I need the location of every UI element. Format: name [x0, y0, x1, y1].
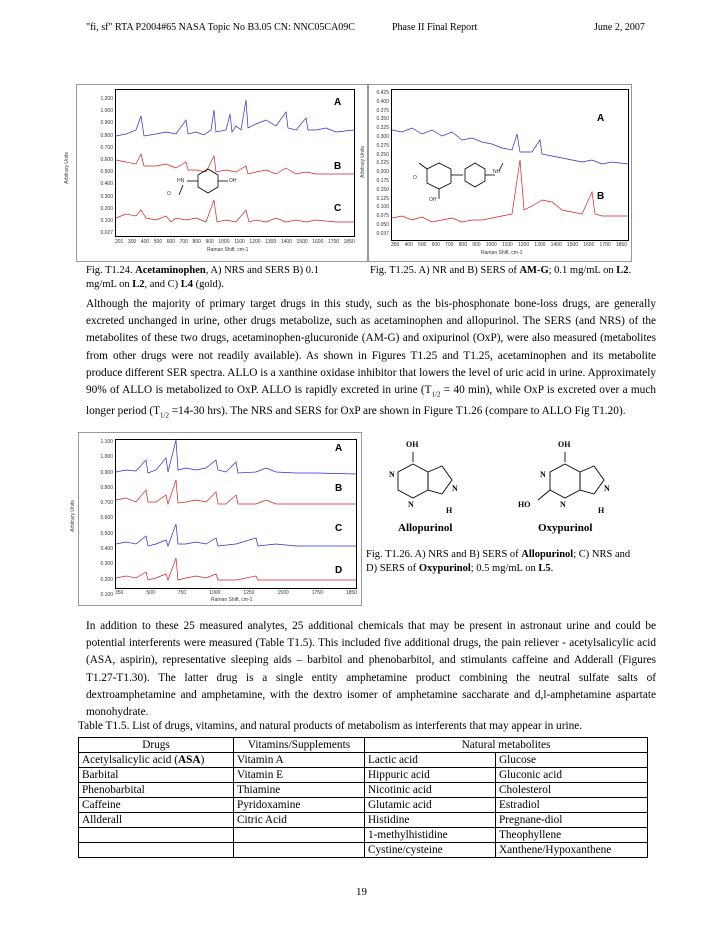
- caption-t1-25: Fig. T1.25. A) NR and B) SERS of AM-G; 0.1 mg/mL on L2.: [370, 265, 632, 276]
- table-cell: [234, 828, 365, 843]
- table-cell: 1-methylhistidine: [365, 828, 496, 843]
- allopurinol-structure: [380, 446, 490, 518]
- table-cell: [234, 843, 365, 858]
- spectrum-c-126: [116, 524, 356, 546]
- oxp-h: H: [598, 506, 605, 515]
- th-vitamins: Vitamins/Supplements: [234, 738, 365, 753]
- table-row: [79, 753, 648, 768]
- table-row: [79, 783, 648, 798]
- mol-oh-125: OH: [429, 197, 437, 203]
- caption-t1-24: Fig. T1.24. Acetaminophen, A) NRS and SERS B) 0.1 mg/mL on L2, and C) L4 (gold).: [86, 265, 319, 290]
- table-cell: Xanthene/Hypoxanthene: [496, 843, 648, 858]
- allopurinol-name: Allopurinol: [398, 522, 453, 534]
- oxypurinol-name: Oxypurinol: [538, 522, 593, 534]
- label-c-126: C: [335, 523, 343, 534]
- ylabel-124: Arbitrary Units: [63, 152, 70, 184]
- table-cell: Phenobarbital: [79, 783, 234, 798]
- oxp-ho: HO: [518, 500, 531, 509]
- table-row: [79, 828, 648, 843]
- label-a-124: A: [334, 97, 342, 108]
- mol-o-124: O: [167, 191, 171, 197]
- yticks-126: 1.100 1.000 0.900 0.800 0.700 0.600 0.500 0.400 0.300 0.200 0.100: [100, 439, 113, 598]
- oxp-n1: N: [540, 470, 546, 479]
- label-a-125: A: [597, 113, 605, 124]
- table-row: [79, 798, 648, 813]
- table-cell: Citric Acid: [234, 813, 365, 828]
- interferents-table: [78, 737, 648, 858]
- table-cell: Vitamin E: [234, 768, 365, 783]
- th-drugs: Drugs: [79, 738, 234, 753]
- table-cell: Histidine: [365, 813, 496, 828]
- table-cell: Cholesterol: [496, 783, 648, 798]
- xlabel-125: Raman Shift, cm-1: [481, 250, 523, 256]
- am-g-structure: [407, 155, 507, 205]
- table-cell: Glucose: [496, 753, 648, 768]
- oxp-oh: OH: [558, 440, 571, 449]
- plot-area-124: [115, 89, 355, 237]
- paragraph-2: In addition to these 25 measured analytes, 25 additional chemicals that may be present in astronaut urine and could be potential interferents were measured (Table T1.5). This included five additional drugs, the pain reliever - acetylsalicylic acid (ASA, aspirin), representative sleeping aids – barbitol and phenobarbitol, and stimulants caffeine and Adderall (Figures T1.27-T1.30). The latter drug is a single entity amphetamine product combining the neutral sulfate salts of dextroamphetamine and amphetamine, with the dextro isomer of amphetamine saccharate and d,l-amphetamine aspartate monohydrate.: [86, 620, 656, 719]
- label-b-125: B: [597, 191, 605, 202]
- oxp-n3: N: [604, 484, 610, 493]
- table-caption: Table T1.5. List of drugs, vitamins, and natural products of metabolism as interferents that may appear in urine.: [78, 720, 583, 732]
- oxypurinol-structure: [520, 446, 630, 518]
- mol-nh-125: NH: [493, 169, 501, 175]
- allo-h: H: [446, 506, 453, 515]
- xticks-125: 350 400 500 600 700 800 900 1000 1100 1200 1300 1400 1500 1600 1700 1850: [391, 242, 627, 248]
- spectrum-d-126: [116, 558, 356, 580]
- label-d-126: D: [335, 565, 343, 576]
- allo-n1: N: [389, 470, 395, 479]
- acetaminophen-structure: [173, 169, 243, 209]
- xticks-126: 350 500 750 1000 1250 1500 1750 1850: [115, 590, 357, 596]
- figure-t1-25: [359, 84, 632, 262]
- header-left: "fi, sf" RTA P2004#65 NASA Topic No B3.05 CN: NNC05CA09C: [86, 22, 355, 33]
- xticks-124: 201 300 400 500 600 700 800 900 1000 1100 1200 1300 1400 1500 1600 1700 1850: [115, 239, 355, 245]
- ylabel-126: Arbitrary Units: [69, 500, 76, 532]
- table-cell: Glutamic acid: [365, 798, 496, 813]
- table-cell: [79, 843, 234, 858]
- table-cell: Caffeine: [79, 798, 234, 813]
- yticks-124: 1.200 1.000 0.900 0.800 0.700 0.600 0.500 0.400 0.300 0.200 0.100 0.027: [100, 96, 113, 237]
- spectrum-a-124: [116, 100, 354, 136]
- label-b-124: B: [334, 161, 342, 172]
- paragraph-1: Although the majority of primary target drugs in this study, such as the bis-phosphonate bone-loss drugs, are generally excreted unchanged in urine, other drugs metabolize, such as acetaminophen and allopurinol. The SERS (and NRS) of the metabolites of these two drugs, acetaminophen-glucuronide (AM-G) and oxipurinol (OxP), were also measured (metabolites from other drugs were not readily available). As shown in Figures T1.25 and T1.25, acetaminophen and its metabolite produce different SER spectra. ALLO is a xanthine oxidase inhibitor that lowers the level of uric acid in urine. Approximately 90% of ALLO is metabolized to OxP. ALLO is rapidly excreted in urine ($T_{1/2} = 40$ min), while OxP is excreted over a much longer period ($T_{1/2} =14-30$ hrs). The NRS and SERS for OxP are shown in Figure T1.26 (compare to ALLO Fig T1.20).: [86, 298, 656, 420]
- figure-t1-26-plot: [69, 432, 362, 606]
- table-row: [79, 813, 648, 828]
- oxp-n2: N: [560, 500, 566, 509]
- table-cell: Estradiol: [496, 798, 648, 813]
- plot-area-126: [115, 439, 357, 589]
- xlabel-126: Raman Shift, cm-1: [211, 597, 253, 603]
- table-cell: Vitamin A: [234, 753, 365, 768]
- table-cell: Nicotinic acid: [365, 783, 496, 798]
- header-right: June 2, 2007: [594, 22, 645, 33]
- table-cell: Hippuric acid: [365, 768, 496, 783]
- spectra-126: [116, 440, 356, 588]
- label-a-126: A: [335, 443, 343, 454]
- table-cell: Barbital: [79, 768, 234, 783]
- table-row: [79, 768, 648, 783]
- ylabel-125: Arbitrary Units: [359, 146, 366, 178]
- table-cell: Cystine/cysteine: [365, 843, 496, 858]
- allo-n2: N: [408, 500, 414, 509]
- table-cell: Pregnane-diol: [496, 813, 648, 828]
- th-metabolites: Natural metabolites: [365, 738, 648, 753]
- table-cell: Thiamine: [234, 783, 365, 798]
- table-cell: Allderall: [79, 813, 234, 828]
- figure-t1-24: [63, 84, 368, 262]
- label-c-124: C: [334, 203, 342, 214]
- allo-n3: N: [452, 484, 458, 493]
- caption-t1-26: Fig. T1.26. A) NRS and B) SERS of Allopurinol; C) NRS and D) SERS of Oxypurinol; 0.5 mg/mL on L5.: [366, 549, 631, 574]
- mol-oh-124: OH: [229, 178, 237, 184]
- table-header-row: [79, 738, 648, 753]
- table-cell: [79, 828, 234, 843]
- header-center: Phase II Final Report: [392, 22, 478, 33]
- spectrum-b-126: [116, 480, 356, 504]
- cell-asa: Acetylsalicylic acid (ASA): [79, 753, 234, 768]
- mol-o-125: O: [413, 175, 417, 181]
- table-cell: Theophyllene: [496, 828, 648, 843]
- spectra-124: [116, 90, 354, 236]
- spectrum-a-126: [116, 440, 356, 474]
- yticks-125: 0.425 0.400 0.375 0.350 0.325 0.300 0.275 0.250 0.225 0.200 0.175 0.150 0.125 0.100 0.075 0.050 0.037: [376, 90, 389, 237]
- label-b-126: B: [335, 483, 343, 494]
- allo-oh: OH: [406, 440, 419, 449]
- page-number: 19: [356, 886, 367, 898]
- table-cell: Lactic acid: [365, 753, 496, 768]
- table-cell: Gluconic acid: [496, 768, 648, 783]
- table-cell: Pyridoxamine: [234, 798, 365, 813]
- table-row: [79, 843, 648, 858]
- mol-hn-124: HN: [177, 178, 185, 184]
- xlabel-124: Raman Shift, cm-1: [207, 247, 249, 253]
